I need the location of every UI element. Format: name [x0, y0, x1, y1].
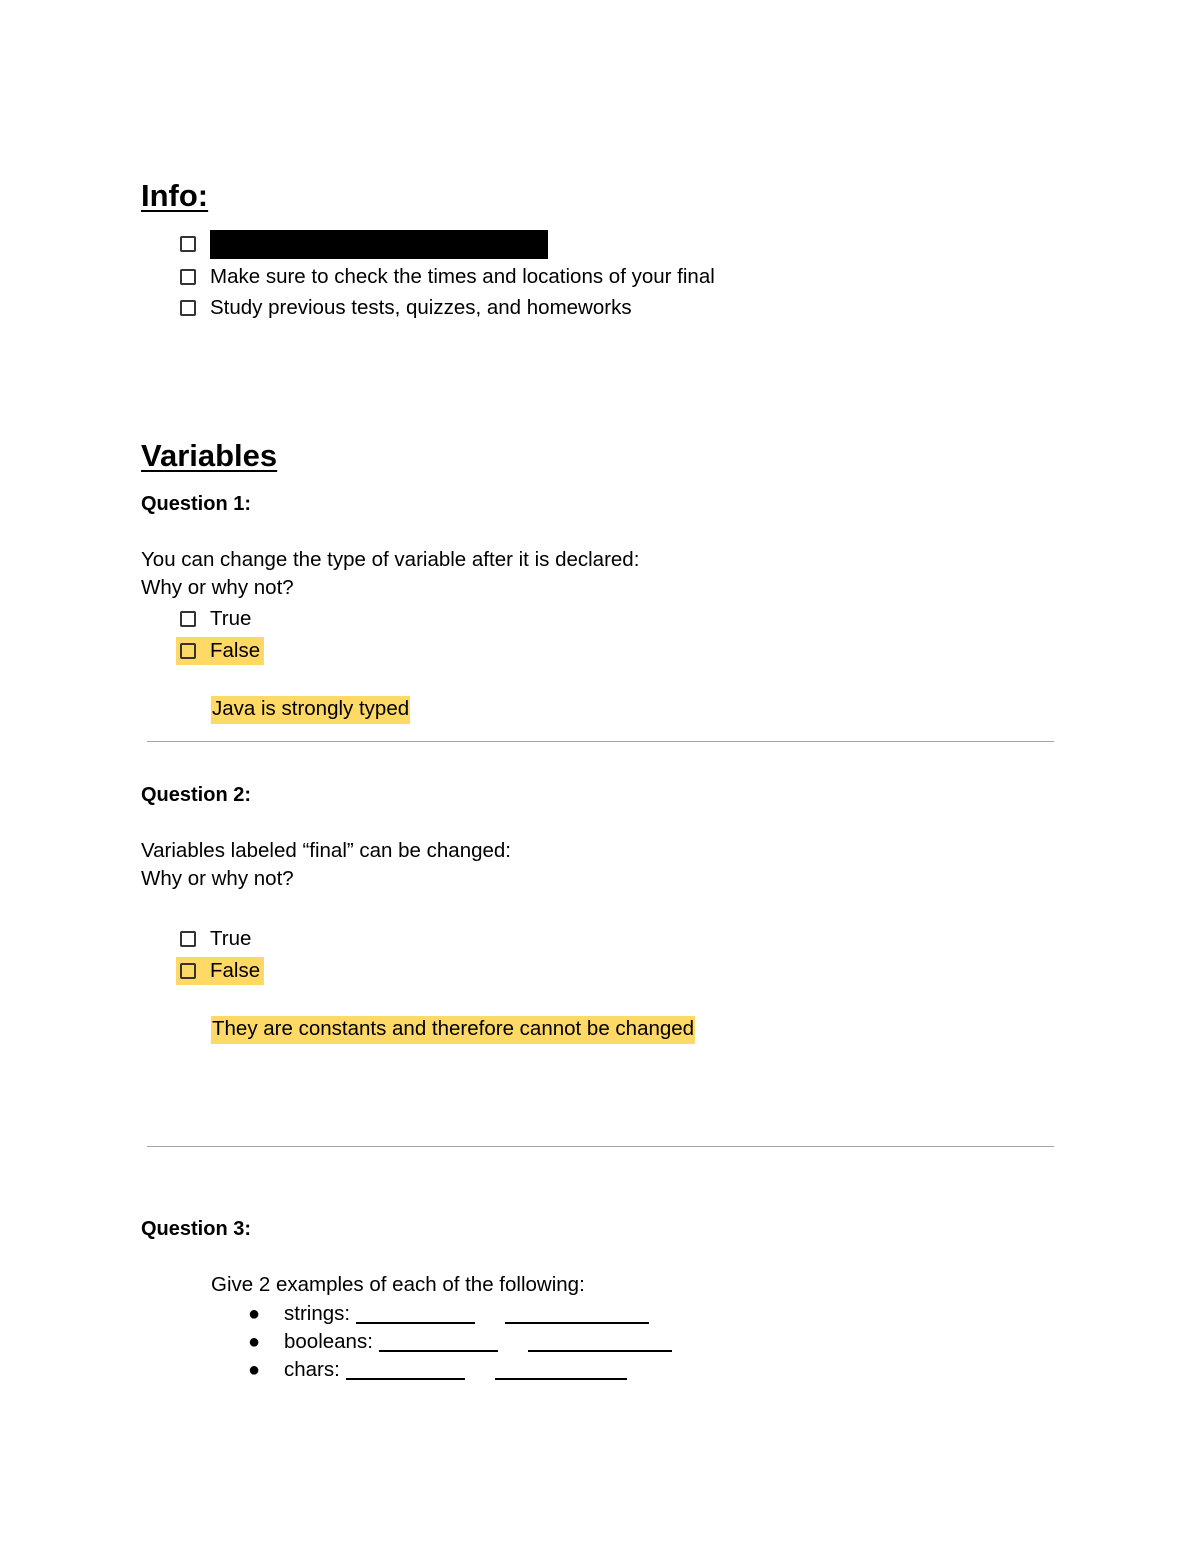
question-1-prompt: You can change the type of variable after it is declared:: [141, 548, 640, 571]
question-1-label: Question 1:: [141, 493, 252, 515]
list-item-label: chars:: [284, 1358, 340, 1381]
bullet-icon: ●: [248, 1331, 261, 1353]
question-3-prompt: Give 2 examples of each of the following:: [211, 1273, 585, 1296]
answer-blank[interactable]: [505, 1304, 649, 1324]
bullet-icon: ●: [248, 1359, 261, 1381]
checkbox-icon[interactable]: [180, 963, 196, 979]
redacted-block: [210, 230, 548, 259]
answer-blank[interactable]: [495, 1360, 627, 1380]
option-false[interactable]: [176, 957, 264, 985]
question-1-followup: Why or why not?: [141, 576, 294, 599]
answer-blank[interactable]: [346, 1360, 465, 1380]
checkbox-icon[interactable]: [180, 269, 196, 285]
option-label: False: [210, 958, 261, 982]
info-checklist: [180, 230, 715, 322]
question-1-options: [180, 605, 264, 665]
answer-blank[interactable]: [528, 1332, 672, 1352]
checkbox-icon[interactable]: [180, 643, 196, 659]
checkbox-icon[interactable]: [180, 236, 196, 252]
variables-heading: Variables: [141, 438, 278, 473]
list-item: [248, 1356, 672, 1384]
checkbox-icon[interactable]: [180, 931, 196, 947]
checkbox-icon[interactable]: [180, 611, 196, 627]
divider: [147, 741, 1054, 742]
option-label: True: [210, 926, 252, 950]
info-item-redacted: [180, 230, 715, 258]
divider: [147, 1146, 1054, 1147]
bullet-icon: ●: [248, 1303, 261, 1325]
option-label: False: [210, 638, 261, 662]
info-item: [180, 294, 715, 322]
info-item-label: Make sure to check the times and locations of your final: [210, 264, 715, 288]
list-item-label: booleans:: [284, 1330, 373, 1353]
question-3-list: [248, 1300, 672, 1384]
list-item: [248, 1328, 672, 1356]
checkbox-icon[interactable]: [180, 300, 196, 316]
option-label: True: [210, 606, 252, 630]
info-heading: Info:: [141, 178, 209, 213]
option-true[interactable]: [180, 925, 264, 953]
question-3-label: Question 3:: [141, 1218, 252, 1240]
option-false[interactable]: [176, 637, 264, 665]
list-item-label: strings:: [284, 1302, 351, 1325]
question-1-answer: Java is strongly typed: [211, 696, 410, 724]
answer-blank[interactable]: [356, 1304, 475, 1324]
option-true[interactable]: [180, 605, 264, 633]
question-2-answer: They are constants and therefore cannot be changed: [211, 1016, 695, 1044]
question-2-options: [180, 925, 264, 985]
info-item: [180, 263, 715, 291]
question-2-followup: Why or why not?: [141, 867, 294, 890]
question-2-prompt: Variables labeled “final” can be changed:: [141, 839, 512, 862]
question-2-label: Question 2:: [141, 784, 252, 806]
answer-blank[interactable]: [379, 1332, 498, 1352]
list-item: [248, 1300, 672, 1328]
info-item-label: Study previous tests, quizzes, and homeworks: [210, 295, 632, 319]
